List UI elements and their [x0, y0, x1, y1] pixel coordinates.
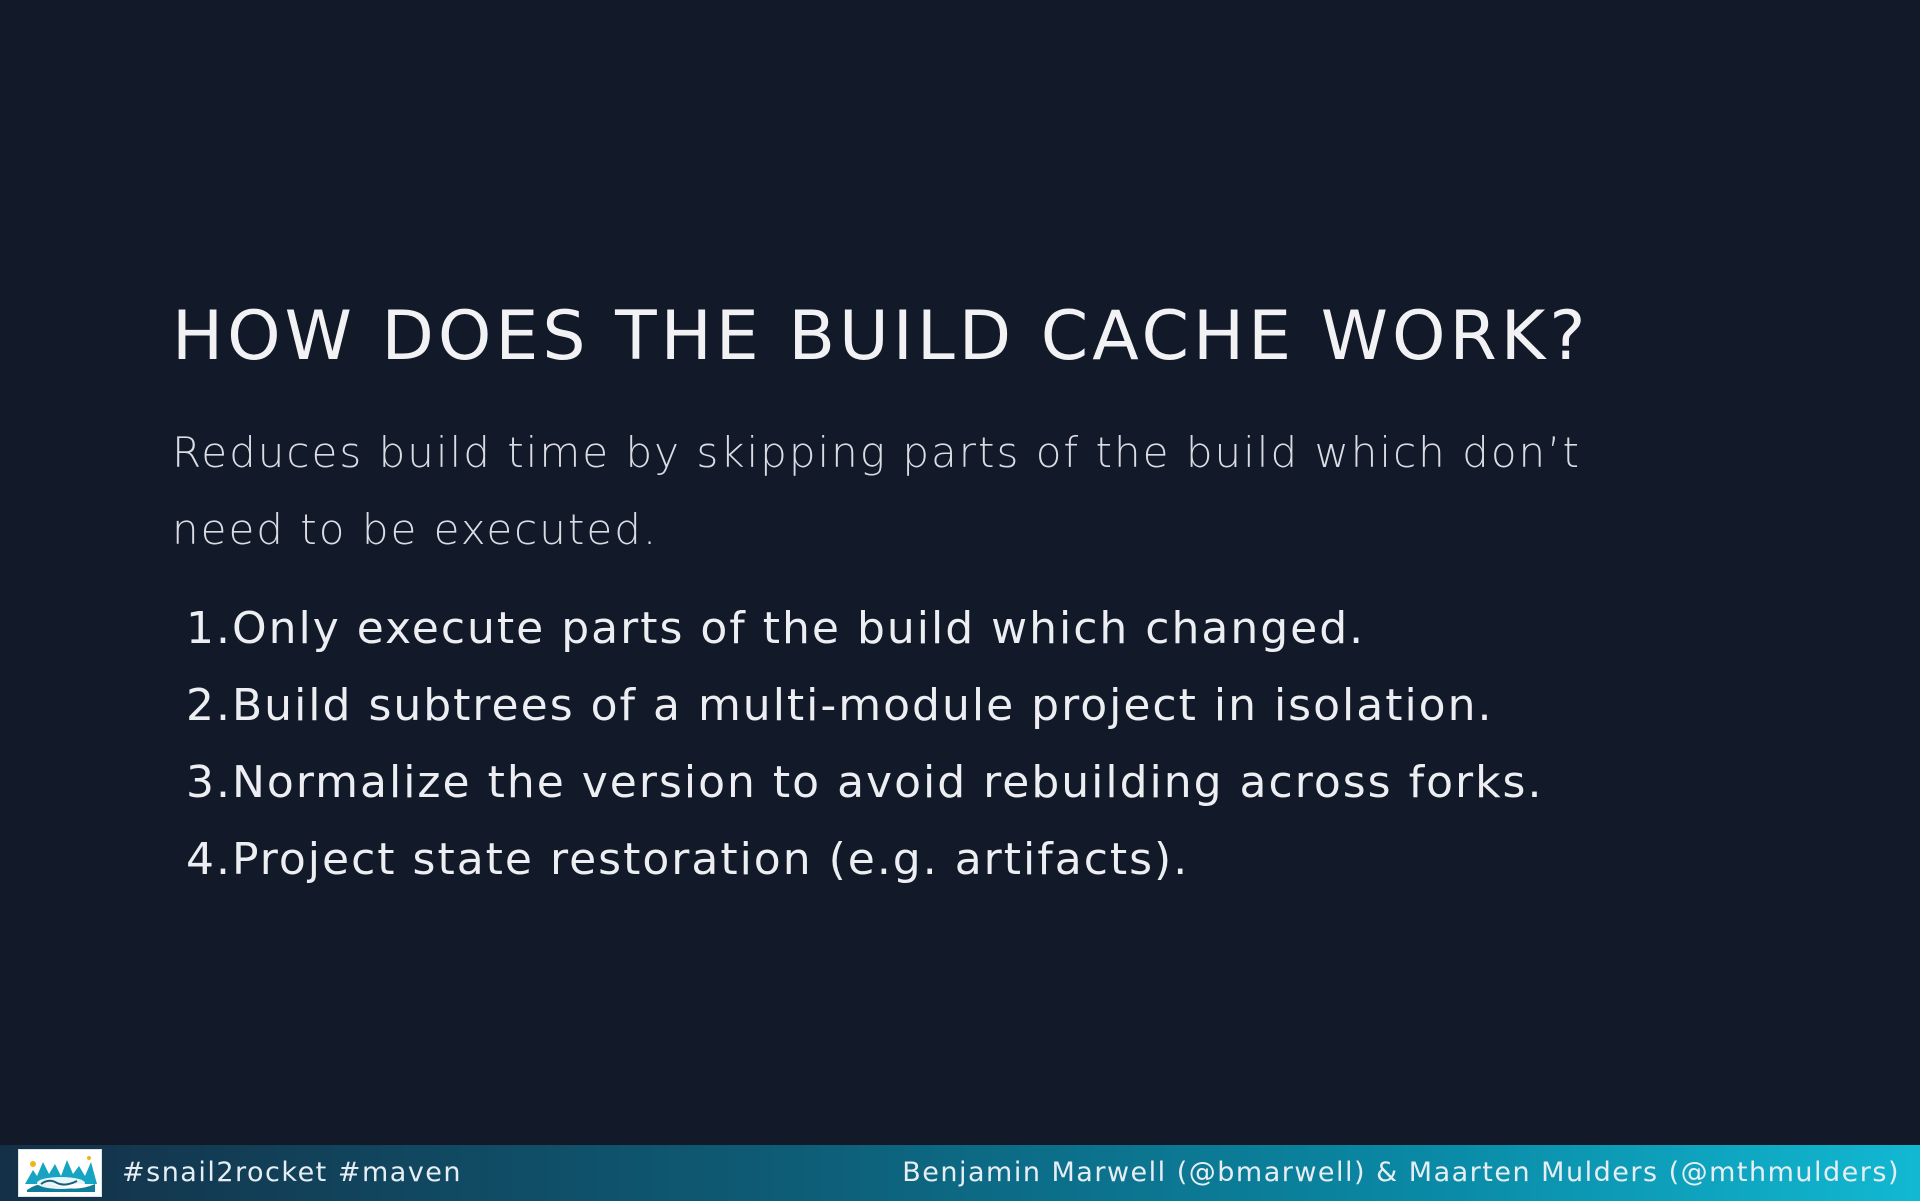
javaland-logo: [18, 1149, 102, 1197]
intro-paragraph: Reduces build time by skipping parts of the build which don’t need to be executed.: [172, 428, 1581, 554]
hashtags: #snail2rocket #maven: [122, 1157, 463, 1188]
list-item-text: Only execute parts of the build which changed.: [232, 603, 1366, 654]
list-item-text: Build subtrees of a multi-module project in isolation.: [232, 680, 1494, 731]
list-item-text: Project state restoration (e.g. artifacts).: [232, 834, 1190, 885]
list-item-number: 1.: [186, 603, 232, 654]
list-item-text: Normalize the version to avoid rebuilding across forks.: [232, 757, 1544, 808]
steps-list: [172, 590, 1772, 898]
list-item: [172, 667, 1772, 744]
list-item-number: 3.: [186, 757, 232, 808]
footer-bar: [0, 1145, 1920, 1201]
list-item: [172, 821, 1772, 898]
list-item: [172, 590, 1772, 667]
slide-title: HOW DOES THE BUILD CACHE WORK?: [172, 297, 1590, 376]
slide-content: [172, 292, 1772, 898]
list-item-number: 2.: [186, 680, 232, 731]
list-item-number: 4.: [186, 834, 232, 885]
javaland-logo-icon: [19, 1150, 102, 1197]
author-credits: Benjamin Marwell (@bmarwell) & Maarten Mulders (@mthmulders): [902, 1157, 1900, 1188]
list-item: [172, 744, 1772, 821]
